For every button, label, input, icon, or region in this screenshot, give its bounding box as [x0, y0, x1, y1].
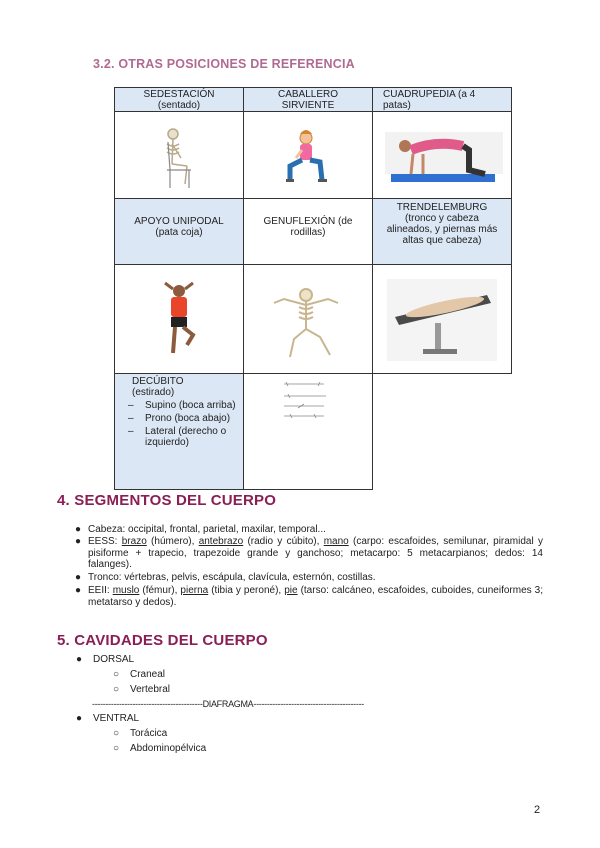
bullet-icon: ●	[76, 713, 83, 724]
cavity-item: Craneal	[130, 669, 166, 680]
operating-table-image	[373, 265, 511, 370]
bullet-icon: ●	[75, 524, 82, 535]
all-fours-woman-image	[373, 112, 511, 195]
lying-figures-image	[244, 374, 372, 486]
decubito-list	[132, 400, 243, 448]
section-4-title: 4. SEGMENTOS DEL CUERPO	[57, 492, 277, 509]
list-item-tronco: ● Tronco: vértebras, pelvis, escápula, clavícula, esternón, costillas.	[75, 572, 376, 583]
circle-bullet-icon: ○	[113, 669, 120, 680]
section-3-2-title: 3.2. OTRAS POSICIONES DE REFERENCIA	[93, 57, 355, 71]
diafragma-separator: -----------------------------------------DIAFRAGMA-----------------------------------------	[92, 699, 364, 709]
one-leg-man-image	[115, 265, 243, 370]
circle-bullet-icon: ○	[113, 728, 120, 739]
decubito-item: – Prono (boca abajo)	[132, 413, 243, 424]
kneeling-child-image	[244, 112, 372, 195]
label-genuflexion: GENUFLEXIÓN (de rodillas)	[244, 199, 373, 265]
bullet-icon: ●	[75, 572, 82, 583]
decubito-item: – Lateral (derecho o izquierdo)	[132, 426, 243, 448]
image-genuflexion	[244, 265, 373, 374]
cavity-item: Abdominopélvica	[130, 743, 207, 754]
sitting-skeleton-image	[115, 112, 243, 195]
bullet-icon: ●	[75, 536, 82, 547]
header-sedestacion: SEDESTACIÓN (sentado)	[115, 88, 244, 112]
page-number: 2	[534, 804, 541, 816]
positions-table	[114, 87, 512, 490]
decubito-subtitle: (estirado)	[132, 387, 175, 398]
circle-bullet-icon: ○	[113, 684, 120, 695]
image-trendelemburg	[373, 265, 512, 374]
header-cuadrupedia: CUADRUPEDIA (a 4 patas)	[373, 88, 512, 112]
label-trendelemburg: TRENDELEMBURG (tronco y cabeza alineados, y piernas más altas que cabeza)	[373, 199, 512, 265]
image-apoyo-unipodal	[115, 265, 244, 374]
image-decubito	[244, 374, 373, 490]
decubito-title: DECÚBITO	[132, 376, 184, 387]
cavity-item: Vertebral	[130, 684, 171, 695]
circle-bullet-icon: ○	[113, 743, 120, 754]
header-caballero: CABALLERO SIRVIENTE	[244, 88, 373, 112]
list-item-cabeza: ● Cabeza: occipital, frontal, parietal, maxilar, temporal...	[75, 524, 326, 535]
empty-cell	[373, 374, 512, 490]
bullet-icon: ●	[76, 654, 83, 665]
section-5-title: 5. CAVIDADES DEL CUERPO	[57, 632, 268, 649]
image-caballero	[244, 112, 373, 199]
image-cuadrupedia	[373, 112, 512, 199]
kneeling-skeleton-image	[244, 265, 372, 370]
cavity-item: Torácica	[130, 728, 168, 739]
bullet-icon: ●	[75, 585, 82, 596]
cavity-dorsal: DORSAL	[93, 654, 135, 665]
cavity-ventral: VENTRAL	[93, 713, 140, 724]
image-sedestacion	[115, 112, 244, 199]
list-item-eess: ● EESS: brazo (húmero), antebrazo (radio y cúbito), mano (carpo: escafoides, semilunar, piramidal y pisiforme + trapecio, trapezoide grande y ganchoso; metacarpo: 5 metacarpianos; dedos: 14 falanges).	[75, 536, 543, 570]
decubito-cell	[115, 374, 244, 490]
decubito-item: – Supino (boca arriba)	[132, 400, 243, 411]
list-item-eeii: ● EEII: muslo (fémur), pierna (tibia y peroné), pie (tarso: calcáneo, escafoides, cuboides, cuneiformes 3; metatarso y dedos).	[75, 585, 543, 608]
label-apoyo-unipodal: APOYO UNIPODAL (pata coja)	[115, 199, 244, 265]
